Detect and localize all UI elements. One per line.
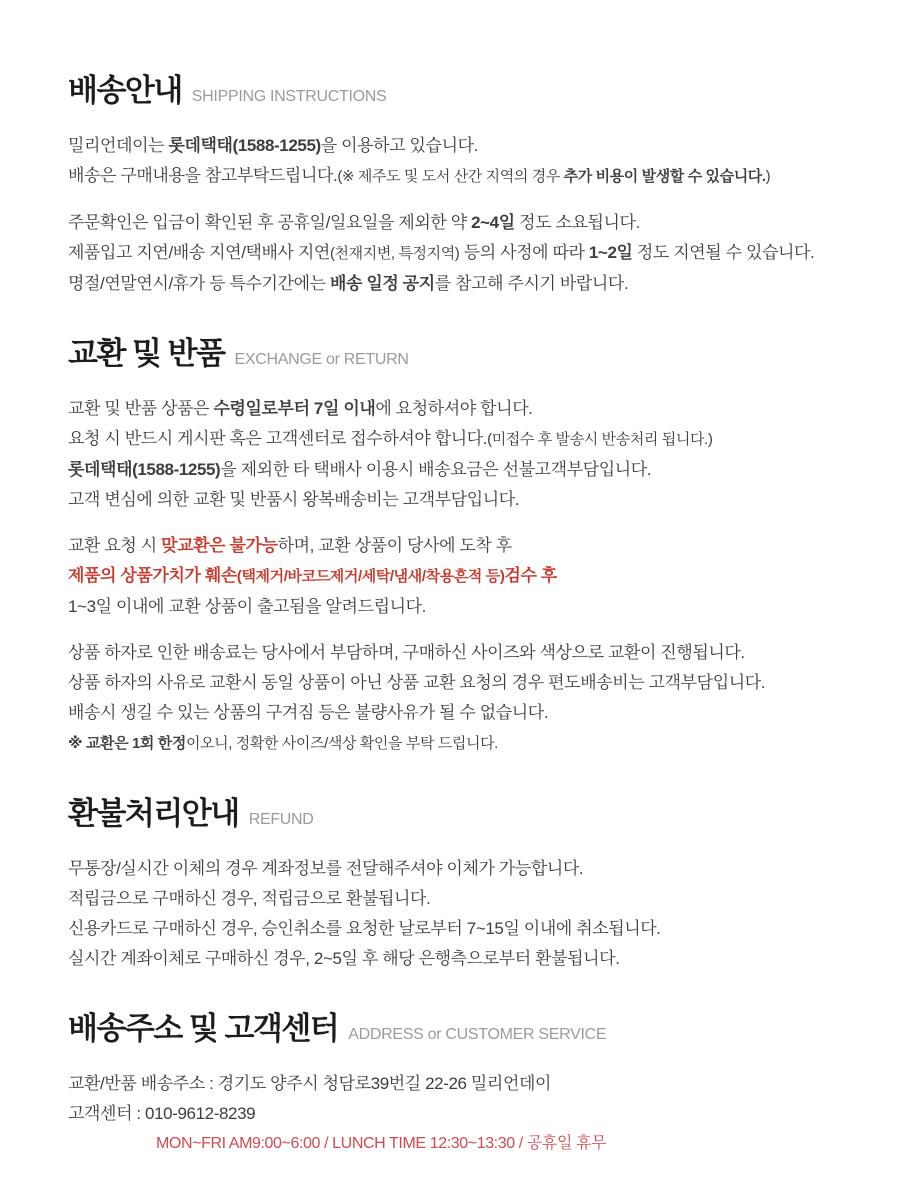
text-segment: 을 제외한 타 택배사 이용시 배송요금은 선불고객부담입니다. [220, 460, 652, 480]
text-segment: 수령일로부터 7일 이내 [213, 399, 376, 419]
text-line [68, 485, 844, 515]
text-line [68, 728, 844, 759]
text-segment: 제품입고 지연/배송 지연/택배사 지연 [68, 243, 330, 263]
section-refund [68, 797, 844, 974]
text-line [68, 914, 844, 944]
section-title [68, 1012, 844, 1046]
text-segment: 신용카드로 구매하신 경우, 승인취소를 요청한 날로부터 7~15일 이내에 취소됩니다. [68, 919, 661, 939]
text-line [68, 424, 844, 455]
text-segment: 롯데택태(1588-1255) [168, 136, 321, 156]
section-exchange-return [68, 337, 844, 759]
section-body [68, 131, 844, 299]
text-segment: 배송시 생길 수 있는 상품의 구겨짐 등은 불량사유가 될 수 없습니다. [68, 703, 549, 723]
text-line [68, 455, 844, 485]
text-segment: 을 이용하고 있습니다. [320, 136, 478, 156]
text-line [68, 131, 844, 161]
text-segment: 검수 후 [504, 566, 557, 586]
section-address-customer-service [68, 1012, 844, 1159]
text-segment: 실시간 계좌이체로 구매하신 경우, 2~5일 후 해당 은행측으로부터 환불됩니다. [68, 949, 620, 969]
text-line [68, 638, 844, 668]
text-segment: 1~2일 [588, 243, 633, 263]
text-segment: 하며, 교환 상품이 당사에 도착 후 [277, 536, 512, 556]
text-line [68, 668, 844, 698]
text-segment: (천재지변, 특정지역) [329, 245, 460, 263]
text-line [68, 884, 844, 914]
text-segment: ※ [68, 735, 86, 753]
paragraph [68, 531, 844, 622]
section-body [68, 854, 844, 974]
text-segment: 1~3일 이내에 교환 상품이 출고됨을 알려드립니다. [68, 597, 426, 617]
text-line [68, 698, 844, 728]
section-title [68, 337, 844, 371]
text-line [68, 854, 844, 884]
section-body [68, 394, 844, 759]
text-segment: 제품의 상품가치가 훼손 [68, 566, 237, 586]
section-title-english: EXCHANGE or RETURN [234, 351, 409, 369]
section-body [68, 1069, 844, 1159]
paragraph [68, 1069, 844, 1159]
text-segment: 추가 비용이 발생할 수 있습니다. [563, 168, 766, 186]
text-line [68, 269, 844, 299]
paragraph [68, 394, 844, 515]
text-segment: 고객 변심에 의한 교환 및 반품시 왕복배송비는 고객부담입니다. [68, 490, 520, 510]
text-segment: 교환/반품 배송주소 : 경기도 양주시 청담로39번길 22-26 밀리언데이 [68, 1074, 552, 1094]
text-line [68, 238, 844, 269]
text-line [68, 161, 844, 192]
text-segment: 상품 하자로 인한 배송료는 당사에서 부담하며, 구매하신 사이즈와 색상으로 교환이 진행됩니다. [68, 643, 745, 663]
text-segment: 2~4일 [471, 213, 515, 233]
text-segment: 명절/연말연시/휴가 등 특수기간에는 [68, 274, 330, 294]
text-segment: 정도 소요됩니다. [514, 213, 640, 233]
paragraph [68, 854, 844, 974]
text-line [68, 208, 844, 238]
text-line [68, 561, 844, 592]
shipping-info-page [68, 74, 844, 1159]
text-segment: 맞교환은 불가능 [161, 536, 278, 556]
text-line [68, 531, 844, 561]
text-segment: 배송 일정 공지 [329, 274, 435, 294]
text-line [68, 944, 844, 974]
section-shipping [68, 74, 844, 299]
text-segment: 요청 시 반드시 게시판 혹은 고객센터로 접수하셔야 합니다. [68, 429, 488, 449]
text-segment: (택제거/바코드제거/세탁/냄새/착용흔적 등) [236, 568, 505, 586]
section-title-korean: 배송안내 [68, 73, 182, 108]
text-segment: 를 참고해 주시기 바랍니다. [434, 274, 629, 294]
paragraph [68, 208, 844, 299]
section-title-korean: 배송주소 및 고객센터 [68, 1011, 339, 1047]
text-line [68, 1069, 844, 1099]
section-title-english: ADDRESS or CUSTOMER SERVICE [348, 1026, 607, 1044]
text-segment: 교환 및 반품 상품은 [68, 399, 214, 419]
text-segment: 정도 지연될 수 있습니다. [632, 243, 815, 263]
text-segment: 교환 요청 시 [68, 536, 162, 556]
text-segment: 적립금으로 구매하신 경우, 적립금으로 환불됩니다. [68, 889, 431, 909]
section-title [68, 74, 844, 108]
text-segment: 밀리언데이는 [68, 136, 169, 156]
text-segment: 상품 하자의 사유로 교환시 동일 상품이 아닌 상품 교환 요청의 경우 편도배송비는 고객부담입니다. [68, 673, 766, 693]
text-segment: (※ 제주도 및 도서 산간 지역의 경우 [337, 168, 564, 186]
text-segment: 롯데택태(1588-1255) [68, 460, 221, 480]
text-segment: 에 요청하셔야 합니다. [375, 399, 533, 419]
text-line [68, 1099, 844, 1129]
paragraph [68, 131, 844, 192]
text-segment: MON~FRI AM9:00~6:00 / LUNCH TIME 12:30~13:30 / 공휴일 휴무 [156, 1135, 607, 1153]
paragraph [68, 638, 844, 759]
section-title-english: REFUND [248, 811, 314, 829]
text-line [68, 592, 844, 622]
text-segment: ) [765, 168, 771, 186]
text-segment: 고객센터 : 010-9612-8239 [68, 1104, 256, 1124]
text-segment: 등의 사정에 따라 [459, 243, 589, 263]
section-title-english: SHIPPING INSTRUCTIONS [191, 88, 387, 105]
text-segment: (미접수 후 발송시 반송처리 됩니다.) [487, 431, 713, 449]
text-line [68, 394, 844, 424]
section-title-korean: 환불처리안내 [68, 796, 239, 832]
text-segment: 이오니, 정확한 사이즈/색상 확인을 부탁 드립니다. [185, 735, 498, 753]
text-segment: 배송은 구매내용을 참고부탁드립니다. [68, 166, 338, 186]
text-line [68, 1129, 844, 1159]
text-segment: 주문확인은 입금이 확인된 후 공휴일/일요일을 제외한 약 [68, 213, 472, 233]
text-segment: 무통장/실시간 이체의 경우 계좌정보를 전달해주셔야 이체가 가능합니다. [68, 859, 584, 879]
section-title [68, 797, 844, 831]
text-segment: 교환은 1회 한정 [85, 735, 186, 753]
section-title-korean: 교환 및 반품 [68, 336, 225, 372]
